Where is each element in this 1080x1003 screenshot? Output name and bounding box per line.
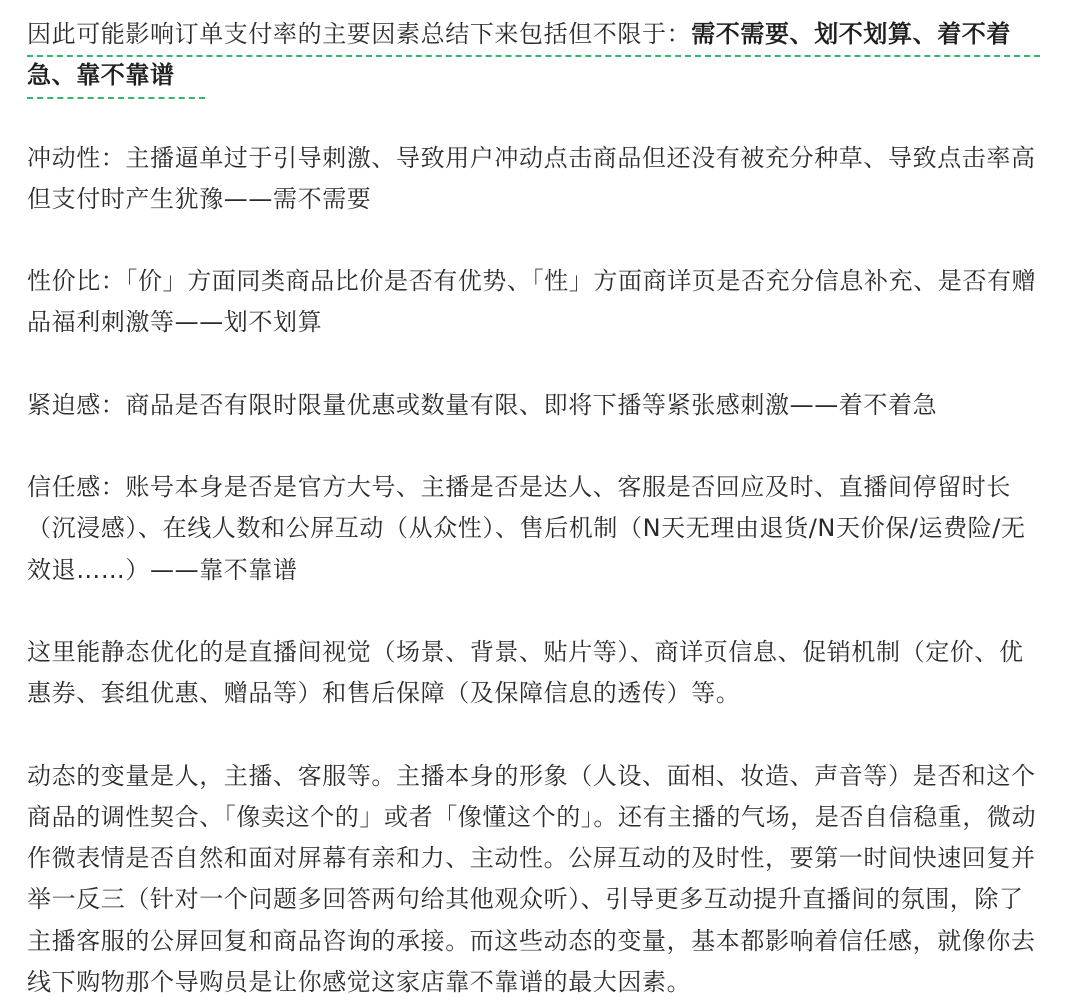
paragraph-spacer	[27, 344, 1040, 385]
intro-emphasis: 需不需要、划不划算、着不着急、靠不靠谱	[27, 20, 1012, 90]
paragraph-spacer	[27, 97, 1040, 138]
highlight-underline	[27, 97, 205, 99]
paragraph-urgency: 紧迫感：商品是否有限时限量优惠或数量有限、即将下播等紧张感刺激——着不着急	[27, 390, 938, 419]
paragraph-static-optimization: 这里能静态优化的是直播间视觉（场景、背景、贴片等）、商详页信息、促销机制（定价、优惠券、套组优惠、赠品等）和售后保障（及保障信息的透传）等。	[27, 637, 1024, 708]
intro-text: 因此可能影响订单支付率的主要因素总结下来包括但不限于：	[27, 20, 692, 48]
highlight-underline	[27, 55, 1040, 57]
paragraph-spacer	[27, 591, 1040, 632]
paragraph-spacer	[27, 220, 1040, 261]
paragraph-impulse: 冲动性：主播逼单过于引导刺激、导致用户冲动点击商品但还没有被充分种草、导致点击率高但支付时产生犹豫——需不需要	[27, 143, 1036, 213]
paragraph-trust: 信任感：账号本身是否是官方大号、主播是否是达人、客服是否回应及时、直播间停留时长（沉浸感）、在线人数和公屏互动（从众性）、售后机制（N天无理由退货/N天价保/运费险/无效退……）——靠不靠谱	[27, 473, 1026, 584]
intro-block	[27, 14, 1040, 97]
paragraph-spacer	[27, 426, 1040, 467]
paragraph-spacer	[27, 715, 1040, 756]
paragraph-value: 性价比：「价」方面同类商品比价是否有优势、「性」方面商详页是否充分信息补充、是否有赠品福利刺激等——划不划算	[27, 267, 1037, 337]
paragraph-dynamic-variables: 动态的变量是人，主播、客服等。主播本身的形象（人设、面相、妆造、声音等）是否和这个商品的调性契合、「像卖这个的」或者「像懂这个的」。还有主播的气场，是否自信稳重，微动作微表情是否自然和面对屏幕有亲和力、主动性。公屏互动的及时性，要第一时间快速回复并举一反三（针对一个问题多回答两句给其他观众听）、引导更多互动提升直播间的氛围，除了主播客服的公屏回复和商品咨询的承接。而这些动态的变量，基本都影响着信任感，就像你去线下购物那个导购员是让你感觉这家店靠不靠谱的最大因素。	[27, 761, 1037, 997]
